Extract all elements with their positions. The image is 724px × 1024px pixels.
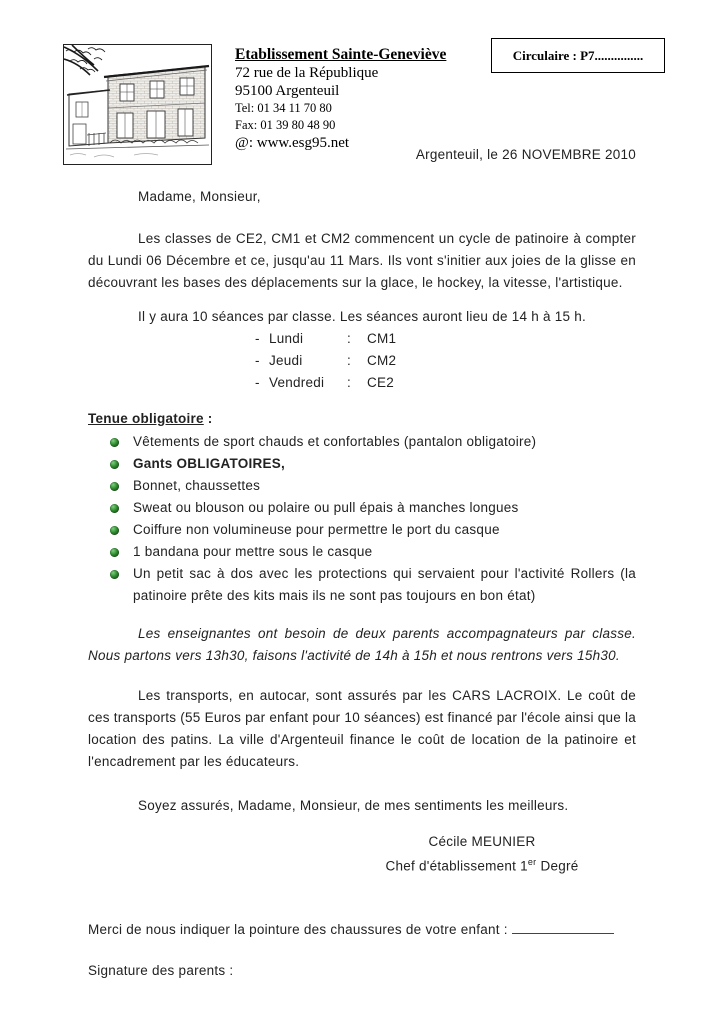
school-address-line1: 72 rue de la République [235,65,379,81]
letterhead [88,44,644,176]
parents-signature-label: Signature des parents : [88,962,234,978]
circulaire-number-box: Circulaire : P7............... [491,38,665,73]
school-fax: Fax: 01 39 80 48 90 [235,118,336,132]
paragraph-accompagnateurs: Les enseignantes ont besoin de deux parents accompagnateurs par classe. Nous partons vers 13h30, faisons l'activité de 14h à 15h et nous rentrons vers 15h30. [88,626,636,663]
signature-block [208,831,724,877]
shoe-size-label: Merci de nous indiquer la pointure des chaussures de votre enfant : [88,921,512,937]
schedule-colon: : [347,375,352,390]
paragraph-transports: Les transports, en autocar, sont assurés par les CARS LACROIX. Le coût de ces transports (55 Euros par enfant pour 10 séances) est financé par l'école ainsi que la location des patins. La ville d'Argenteuil finance le coût de location de la patinoire et l'encadrement par les éducateurs. [88,688,636,769]
tenue-list-item [110,475,636,497]
tenue-item-text: 1 bandana pour mettre sous le casque [133,544,373,559]
tenue-list-item [110,497,636,519]
schedule-day: Vendredi [269,375,325,390]
school-website: @: www.esg95.net [235,135,350,151]
school-building-sketch-icon [64,45,211,164]
green-ball-bullet-icon [110,570,119,579]
schedule-class: CM2 [367,353,397,368]
date-line: Argenteuil, le 26 NOVEMBRE 2010 [415,147,636,162]
school-tel: Tel: 01 34 11 70 80 [235,101,332,115]
tenue-heading [88,408,636,430]
green-ball-bullet-icon [110,526,119,535]
schedule-class: CE2 [367,375,395,390]
schedule-list [255,328,636,394]
tenue-list-item [110,453,636,475]
paragraph-sessions: Il y aura 10 séances par classe. Les séances auront lieu de 14 h à 15 h. [138,309,587,324]
schedule-dash: - [255,375,260,390]
tenue-heading-text: Tenue obligatoire [88,411,204,426]
signature-title-sup: er [527,857,537,867]
green-ball-bullet-icon [110,460,119,469]
green-ball-bullet-icon [110,548,119,557]
shoe-size-request [88,919,636,941]
schedule-day: Lundi [269,331,304,346]
schedule-row [255,372,636,394]
tenue-list-item [110,519,636,541]
tenue-item-text: Bonnet, chaussettes [133,478,261,493]
schedule-class: CM1 [367,331,397,346]
paragraph-intro: Les classes de CE2, CM1 et CM2 commencent un cycle de patinoire à compter du Lundi 06 Décembre et ce, jusqu'au 11 Mars. Ils vont s'initier aux joies de la glisse en découvrant les bases des déplacements sur la glace, le hockey, la vitesse, l'artistique. [88,231,636,290]
paragraph-closing: Soyez assurés, Madame, Monsieur, de mes sentiments les meilleurs. [138,798,569,813]
tenue-item-text: Un petit sac à dos avec les protections qui servaient pour l'activité Rollers (la patinoire prête des kits mais ils ne sont pas toujours en bon état) [133,566,636,603]
tenue-list [88,431,636,607]
tenue-item-text: Sweat ou blouson ou polaire ou pull épais à manches longues [133,500,519,515]
signature-title-post: Degré [536,858,579,874]
tenue-list-item [110,563,636,607]
signature-name: Cécile MEUNIER [428,834,536,849]
school-address-line2: 95100 Argenteuil [235,83,340,99]
salutation: Madame, Monsieur, [138,189,261,204]
green-ball-bullet-icon [110,504,119,513]
schedule-day: Jeudi [269,353,303,368]
shoe-size-blank-field [512,921,614,934]
tenue-item-text: Gants OBLIGATOIRES, [133,456,286,471]
green-ball-bullet-icon [110,482,119,491]
green-ball-bullet-icon [110,438,119,447]
schedule-colon: : [347,331,352,346]
tenue-list-item [110,541,636,563]
signature-title-pre: Chef d'établissement 1 [385,858,528,874]
tenue-heading-colon: : [203,411,213,426]
tenue-item-text: Coiffure non volumineuse pour permettre le port du casque [133,522,500,537]
signature-title [208,852,724,877]
schedule-dash: - [255,331,260,346]
tenue-item-text: Vêtements de sport chauds et confortables (pantalon obligatoire) [133,434,537,449]
school-building-photo [63,44,212,165]
school-name: Etablissement Sainte-Geneviève [235,46,447,63]
schedule-row [255,350,636,372]
schedule-row [255,328,636,350]
schedule-colon: : [347,353,352,368]
tenue-list-item [110,431,636,453]
schedule-dash: - [255,353,260,368]
school-info [235,46,446,152]
